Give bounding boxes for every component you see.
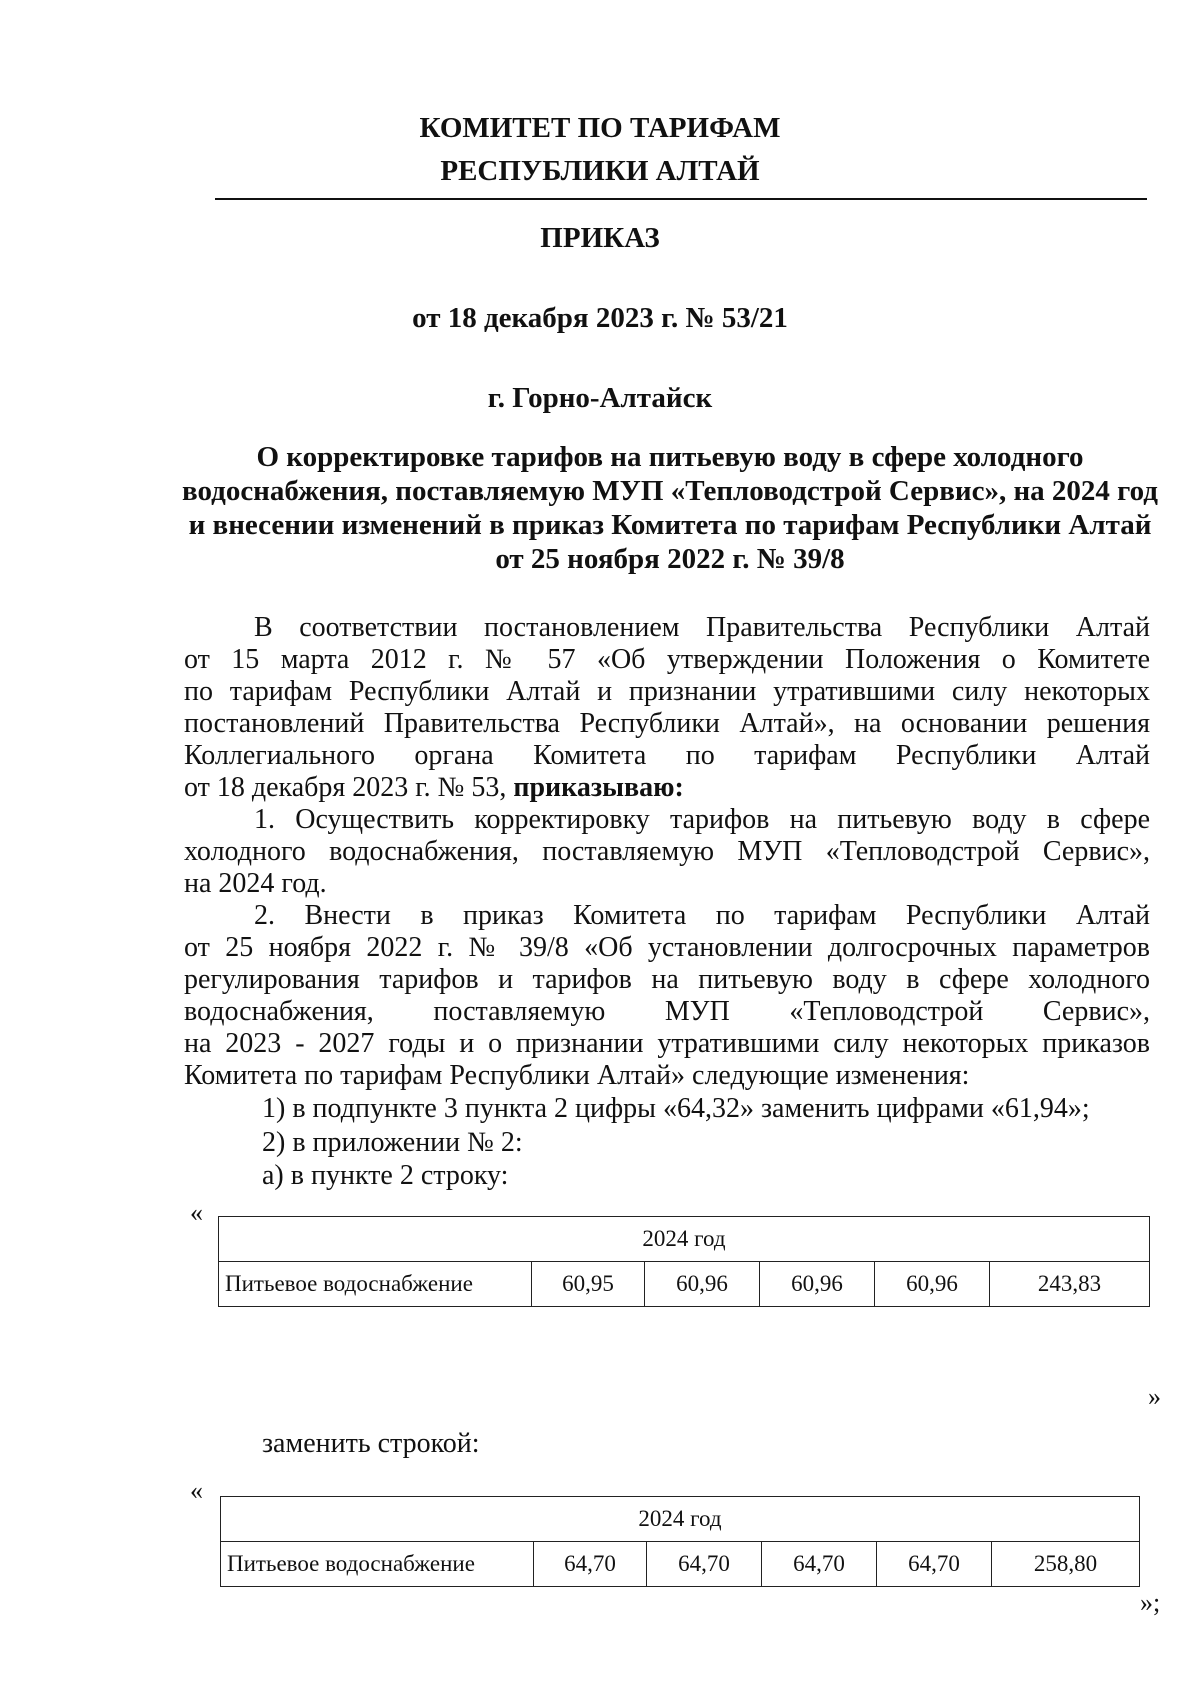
item2-line: 2. Внести в приказ Комитета по тарифам Республики Алтай — [254, 900, 1150, 931]
title-line: и внесении изменений в приказ Комитета по тарифам Республики Алтай — [188, 509, 1152, 541]
org-name-line1: КОМИТЕТ ПО ТАРИФАМ — [419, 112, 781, 144]
table-row — [219, 1262, 1150, 1307]
doc-title — [180, 440, 1160, 576]
item2-last-line: Комитета по тарифам Республики Алтай» следующие изменения: — [184, 1060, 970, 1091]
header-rule — [215, 198, 1147, 200]
table-row — [221, 1542, 1140, 1587]
table-year-header: 2024 год — [221, 1497, 1140, 1542]
table-year-header: 2024 год — [219, 1217, 1150, 1262]
doc-date-number: от 18 декабря 2023 г. № 53/21 — [412, 302, 788, 334]
doc-city: г. Горно-Алтайск — [487, 382, 713, 414]
subitem-1: 1) в подпункте 3 пункта 2 цифры «64,32» заменить цифрами «61,94»; — [262, 1093, 1090, 1124]
item1-last-line: на 2024 год. — [184, 868, 327, 899]
preamble-line: по тарифам Республики Алтай и признании утратившими силу некоторых — [184, 676, 1150, 707]
open-quote: « — [190, 1476, 203, 1505]
tariff-table-new — [220, 1496, 1140, 1587]
subitem-2a: а) в пункте 2 строку: — [262, 1160, 509, 1191]
org-name-line2: РЕСПУБЛИКИ АЛТАЙ — [440, 155, 760, 187]
item1-line: 1. Осуществить корректировку тарифов на питьевую воду в сфере — [254, 804, 1150, 835]
close-quote-semicolon: »; — [1140, 1588, 1161, 1617]
preamble-line: постановлений Правительства Республики Алтай», на основании решения — [184, 708, 1150, 739]
subitem-2: 2) в приложении № 2: — [262, 1127, 523, 1158]
title-line: от 25 ноября 2022 г. № 39/8 — [495, 543, 845, 575]
preamble-line: Коллегиального органа Комитета по тарифам Республики Алтай — [184, 740, 1150, 771]
tariff-table-old — [218, 1216, 1150, 1307]
table-cell: 64,70 — [762, 1542, 877, 1587]
title-line: водоснабжения, поставляемую МУП «Тепловодстрой Сервис», на 2024 год — [182, 475, 1158, 507]
table-cell: 64,70 — [877, 1542, 992, 1587]
open-quote: « — [190, 1198, 203, 1227]
preamble-line: от 15 марта 2012 г. № 57 «Об утверждении Положения о Комитете — [184, 644, 1150, 675]
table-cell: 64,70 — [534, 1542, 647, 1587]
table-cell: 60,96 — [645, 1262, 760, 1307]
table-cell: 60,96 — [875, 1262, 990, 1307]
title-line: О корректировке тарифов на питьевую воду в сфере холодного — [256, 441, 1084, 473]
preamble-line: В соответствии постановлением Правительства Республики Алтай — [254, 612, 1150, 643]
preamble-last-line — [184, 772, 1150, 805]
table-cell: 243,83 — [990, 1262, 1150, 1307]
row-label: Питьевое водоснабжение — [219, 1262, 532, 1307]
table-cell: 258,80 — [992, 1542, 1140, 1587]
item2-line: водоснабжения, поставляемую МУП «Тепловодстрой Сервис», — [184, 996, 1150, 1027]
item2-line: на 2023 - 2027 годы и о признании утратившими силу некоторых приказов — [184, 1028, 1150, 1059]
table-header-row — [221, 1497, 1140, 1542]
item2-line: от 25 ноября 2022 г. № 39/8 «Об установлении долгосрочных параметров — [184, 932, 1150, 963]
table-cell: 60,96 — [760, 1262, 875, 1307]
order-verb: приказываю: — [513, 772, 684, 803]
table-header-row — [219, 1217, 1150, 1262]
row-label: Питьевое водоснабжение — [221, 1542, 534, 1587]
close-quote: » — [1148, 1382, 1161, 1411]
preamble-last-text: от 18 декабря 2023 г. № 53, — [184, 772, 507, 803]
item1-line: холодного водоснабжения, поставляемую МУП «Тепловодстрой Сервис», — [184, 836, 1150, 867]
table-cell: 60,95 — [532, 1262, 645, 1307]
table-cell: 64,70 — [647, 1542, 762, 1587]
item2-line: регулирования тарифов и тарифов на питьевую воду в сфере холодного — [184, 964, 1150, 995]
doc-type: ПРИКАЗ — [540, 222, 660, 254]
replace-label: заменить строкой: — [262, 1428, 480, 1459]
